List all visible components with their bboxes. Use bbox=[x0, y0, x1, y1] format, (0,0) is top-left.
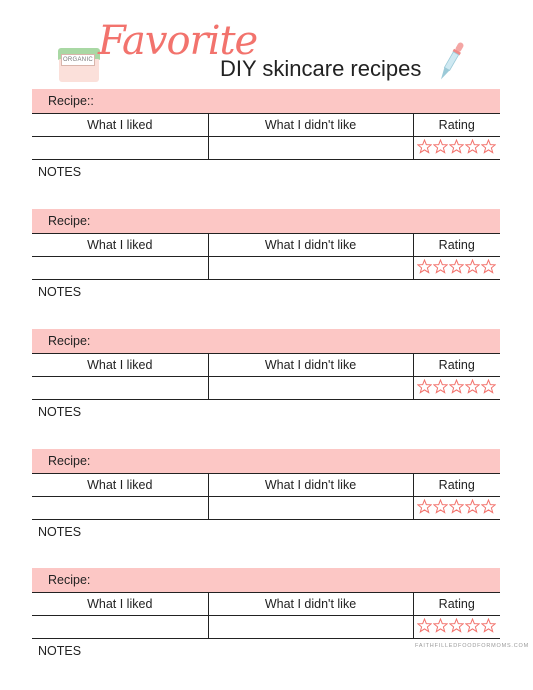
col-header-rating: Rating bbox=[413, 593, 500, 616]
feedback-table bbox=[32, 113, 500, 160]
page-subtitle: DIY skincare recipes bbox=[220, 56, 422, 81]
liked-cell[interactable] bbox=[32, 497, 208, 520]
star-icon[interactable] bbox=[433, 618, 448, 633]
col-header-disliked: What I didn't like bbox=[208, 234, 413, 257]
star-icon[interactable] bbox=[433, 259, 448, 274]
table-row bbox=[32, 616, 500, 639]
star-icon[interactable] bbox=[417, 499, 432, 514]
col-header-liked: What I liked bbox=[32, 354, 208, 377]
col-header-liked: What I liked bbox=[32, 114, 208, 137]
rating-cell[interactable] bbox=[413, 377, 500, 400]
rating-cell[interactable] bbox=[413, 497, 500, 520]
table-header-row bbox=[32, 234, 500, 257]
table-row bbox=[32, 377, 500, 400]
table-header-row bbox=[32, 593, 500, 616]
recipe-section bbox=[32, 568, 500, 639]
star-icon[interactable] bbox=[481, 259, 496, 274]
star-icon[interactable] bbox=[465, 618, 480, 633]
recipe-bar[interactable] bbox=[32, 89, 500, 113]
disliked-cell[interactable] bbox=[208, 497, 413, 520]
recipe-section bbox=[32, 449, 500, 520]
feedback-table bbox=[32, 473, 500, 520]
feedback-table bbox=[32, 353, 500, 400]
liked-cell[interactable] bbox=[32, 377, 208, 400]
star-icon[interactable] bbox=[465, 259, 480, 274]
col-header-rating: Rating bbox=[413, 234, 500, 257]
col-header-disliked: What I didn't like bbox=[208, 354, 413, 377]
notes-label: NOTES bbox=[38, 165, 82, 179]
table-row bbox=[32, 257, 500, 280]
star-rating[interactable] bbox=[417, 139, 496, 154]
col-header-disliked: What I didn't like bbox=[208, 593, 413, 616]
page-header bbox=[0, 0, 533, 85]
star-icon[interactable] bbox=[481, 379, 496, 394]
star-icon[interactable] bbox=[481, 618, 496, 633]
footer-url: FAITHFILLEDFOODFORMOMS.COM bbox=[415, 643, 529, 649]
recipe-section bbox=[32, 329, 500, 400]
col-header-liked: What I liked bbox=[32, 234, 208, 257]
rating-cell[interactable] bbox=[413, 257, 500, 280]
feedback-table bbox=[32, 592, 500, 639]
recipe-bar[interactable] bbox=[32, 568, 500, 592]
organic-jar-icon bbox=[58, 48, 100, 82]
disliked-cell[interactable] bbox=[208, 377, 413, 400]
liked-cell[interactable] bbox=[32, 137, 208, 160]
star-icon[interactable] bbox=[465, 379, 480, 394]
disliked-cell[interactable] bbox=[208, 137, 413, 160]
table-header-row bbox=[32, 114, 500, 137]
liked-cell[interactable] bbox=[32, 616, 208, 639]
liked-cell[interactable] bbox=[32, 257, 208, 280]
star-icon[interactable] bbox=[417, 379, 432, 394]
star-icon[interactable] bbox=[449, 139, 464, 154]
title-script: Favorite bbox=[98, 18, 258, 64]
star-icon[interactable] bbox=[449, 499, 464, 514]
col-header-rating: Rating bbox=[413, 354, 500, 377]
star-icon[interactable] bbox=[481, 499, 496, 514]
star-rating[interactable] bbox=[417, 618, 496, 633]
star-rating[interactable] bbox=[417, 379, 496, 394]
star-icon[interactable] bbox=[417, 139, 432, 154]
table-header-row bbox=[32, 354, 500, 377]
table-header-row bbox=[32, 474, 500, 497]
star-icon[interactable] bbox=[433, 499, 448, 514]
rating-cell[interactable] bbox=[413, 616, 500, 639]
star-rating[interactable] bbox=[417, 259, 496, 274]
recipe-bar[interactable] bbox=[32, 209, 500, 233]
notes-label: NOTES bbox=[38, 405, 82, 419]
star-icon[interactable] bbox=[417, 618, 432, 633]
recipe-section bbox=[32, 89, 500, 160]
star-icon[interactable] bbox=[465, 499, 480, 514]
star-icon[interactable] bbox=[449, 618, 464, 633]
notes-label: NOTES bbox=[38, 644, 82, 658]
col-header-liked: What I liked bbox=[32, 474, 208, 497]
star-icon[interactable] bbox=[449, 259, 464, 274]
col-header-rating: Rating bbox=[413, 474, 500, 497]
disliked-cell[interactable] bbox=[208, 616, 413, 639]
recipe-label: Recipe: bbox=[48, 214, 91, 228]
star-icon[interactable] bbox=[417, 259, 432, 274]
recipe-bar[interactable] bbox=[32, 449, 500, 473]
recipe-label: Recipe:: bbox=[48, 94, 94, 108]
star-icon[interactable] bbox=[449, 379, 464, 394]
notes-label: NOTES bbox=[38, 525, 82, 539]
star-icon[interactable] bbox=[481, 139, 496, 154]
dropper-icon bbox=[436, 38, 466, 86]
organic-badge: ORGANIC bbox=[61, 54, 95, 66]
star-icon[interactable] bbox=[433, 379, 448, 394]
col-header-rating: Rating bbox=[413, 114, 500, 137]
col-header-disliked: What I didn't like bbox=[208, 474, 413, 497]
table-row bbox=[32, 497, 500, 520]
recipe-section bbox=[32, 209, 500, 280]
col-header-liked: What I liked bbox=[32, 593, 208, 616]
star-icon[interactable] bbox=[433, 139, 448, 154]
recipe-label: Recipe: bbox=[48, 454, 91, 468]
rating-cell[interactable] bbox=[413, 137, 500, 160]
recipe-label: Recipe: bbox=[48, 573, 91, 587]
notes-label: NOTES bbox=[38, 285, 82, 299]
table-row bbox=[32, 137, 500, 160]
col-header-disliked: What I didn't like bbox=[208, 114, 413, 137]
feedback-table bbox=[32, 233, 500, 280]
recipe-label: Recipe: bbox=[48, 334, 91, 348]
recipe-bar[interactable] bbox=[32, 329, 500, 353]
star-icon[interactable] bbox=[465, 139, 480, 154]
star-rating[interactable] bbox=[417, 499, 496, 514]
disliked-cell[interactable] bbox=[208, 257, 413, 280]
